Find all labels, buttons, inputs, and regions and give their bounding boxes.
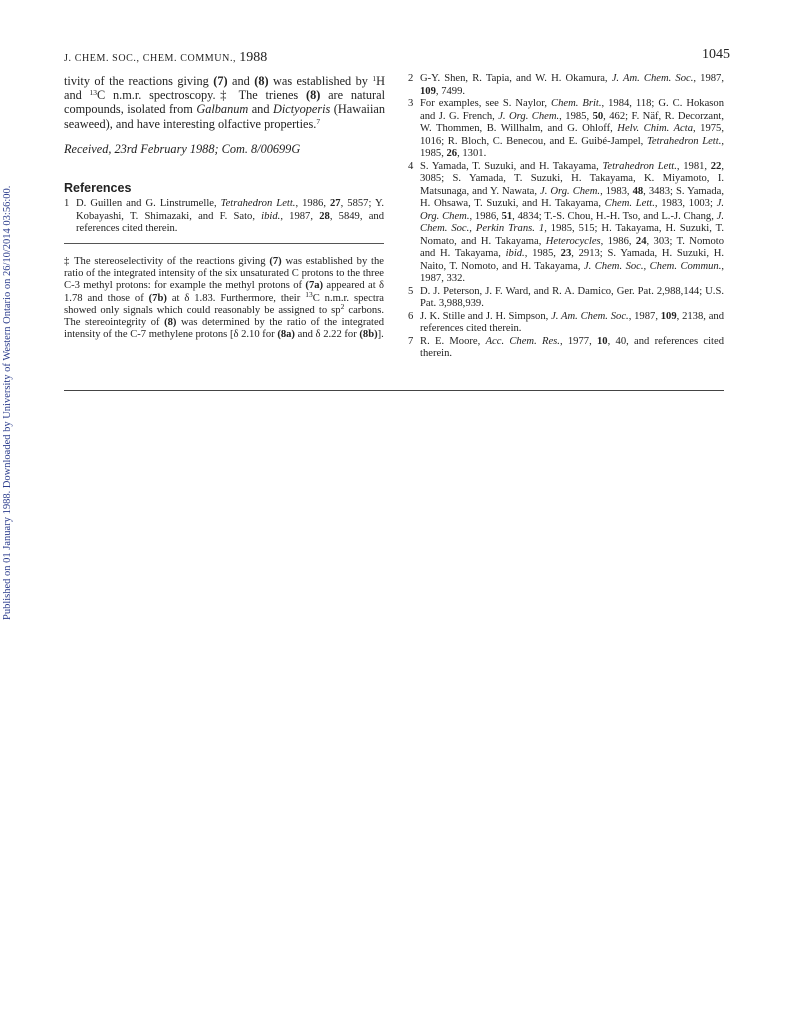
footnote: ‡ The stereoselectivity of the reactions giving (7) was established by the ratio of the integrated intensity of the six unsaturated C protons to the three C-3 methyl protons: for example the methyl protons of (7a) appeared at δ 1.78 and those of (7b) at δ 1.83. Furthermore, their $^{13}$C n.m.r. spectra showed only signals which could reasonably be assigned to $sp^2$ carbons. The stereointegrity of (8) was determined by the ratio of the integrated intensity of the C-7 methylene protons [δ 2.10 for (8a) and δ 2.22 for (8b)]. bbox=[64, 256, 384, 341]
reference-item: 5 D. J. Peterson, J. F. Ward, and R. A. Damico, Ger. Pat. 2,988,144; U.S. Pat. 3,988,939. bbox=[408, 285, 724, 309]
journal-header bbox=[64, 50, 267, 66]
journal-year: 1988 bbox=[239, 50, 268, 65]
body-paragraph: tivity of the reactions giving (7) and (8) was established by $^1$H and $^{13}$C n.m.r. spectroscopy.‡ The trienes (8) are natural compounds, isolated from Galbanum and Dictyoperis (Hawaiian seaweed), and have interesting olfactive properties.$^7$ bbox=[64, 74, 386, 131]
references-heading: References bbox=[64, 181, 132, 195]
page-end-rule bbox=[64, 390, 724, 391]
reference-item: 4 S. Yamada, T. Suzuki, and H. Takayama, Tetrahedron Lett., 1981, 22, 3085; S. Yamada, T. Suzuki, H. Takayama, K. Miyamoto, I. Matsunaga, and Y. Nawata, J. Org. Chem., 1983, 48, 3483; S. Yamada, H. Ohsawa, T. Suzuki, and H. Takayama, Chem. Lett., 1983, 1003; J. Org. Chem., 1986, 51, 4834; T.-S. Chou, H.-H. Tso, and L.-J. Chang, J. Chem. Soc., Perkin Trans. 1, 1985, 515; H. Takayama, H. Suzuki, T. Nomato, and H. Takayama, Heterocycles, 1986, 24, 303; T. Nomoto and H. Takayama, ibid., 1985, 23, 2913; S. Yamada, H. Suzuki, H. Naito, T. Nomoto, and H. Takayama, J. Chem. Soc., Chem. Commun., 1987, 332. bbox=[408, 160, 725, 284]
reference-item: 2 G-Y. Shen, R. Tapia, and W. H. Okamura, J. Am. Chem. Soc., 1987, 109, 7499. bbox=[408, 73, 724, 97]
reference-item: 6 J. K. Stille and J. H. Simpson, J. Am. Chem. Soc., 1987, 109, 2138, and references cited therein. bbox=[408, 310, 724, 334]
references-list-left bbox=[64, 198, 384, 236]
references-list-right bbox=[408, 73, 724, 361]
footnote-divider bbox=[64, 243, 384, 244]
page-number: 1045 bbox=[702, 47, 730, 62]
reference-item: 1 D. Guillen and G. Linstrumelle, Tetrahedron Lett., 1986, 27, 5857; Y. Kobayashi, T. Shimazaki, and F. Sato, ibid., 1987, 28, 5849, and references cited therein. bbox=[64, 198, 385, 234]
journal-name: J. CHEM. SOC., CHEM. COMMUN., bbox=[64, 53, 237, 64]
reference-item: 7 R. E. Moore, Acc. Chem. Res., 1977, 10, 40, and references cited therein. bbox=[408, 335, 724, 359]
reference-item: 3 For examples, see S. Naylor, Chem. Brit., 1984, 118; G. C. Hokason and J. G. French, J. Org. Chem., 1985, 50, 462; F. Näf, R. Decorzant, W. Thommen, B. Willhalm, and G. Ohloff, Helv. Chim. Acta, 1975, 1016; R. Bloch, C. Benecou, and E. Guibé-Jampel, Tetrahedron Lett., 1985, 26, 1301. bbox=[408, 98, 724, 159]
download-watermark: Published on 01 January 1988. Downloaded by University of Western Ontario on 26/10/2014 03:56:00. bbox=[2, 185, 13, 620]
received-line: Received, 23rd February 1988; Com. 8/00699G bbox=[64, 142, 301, 156]
